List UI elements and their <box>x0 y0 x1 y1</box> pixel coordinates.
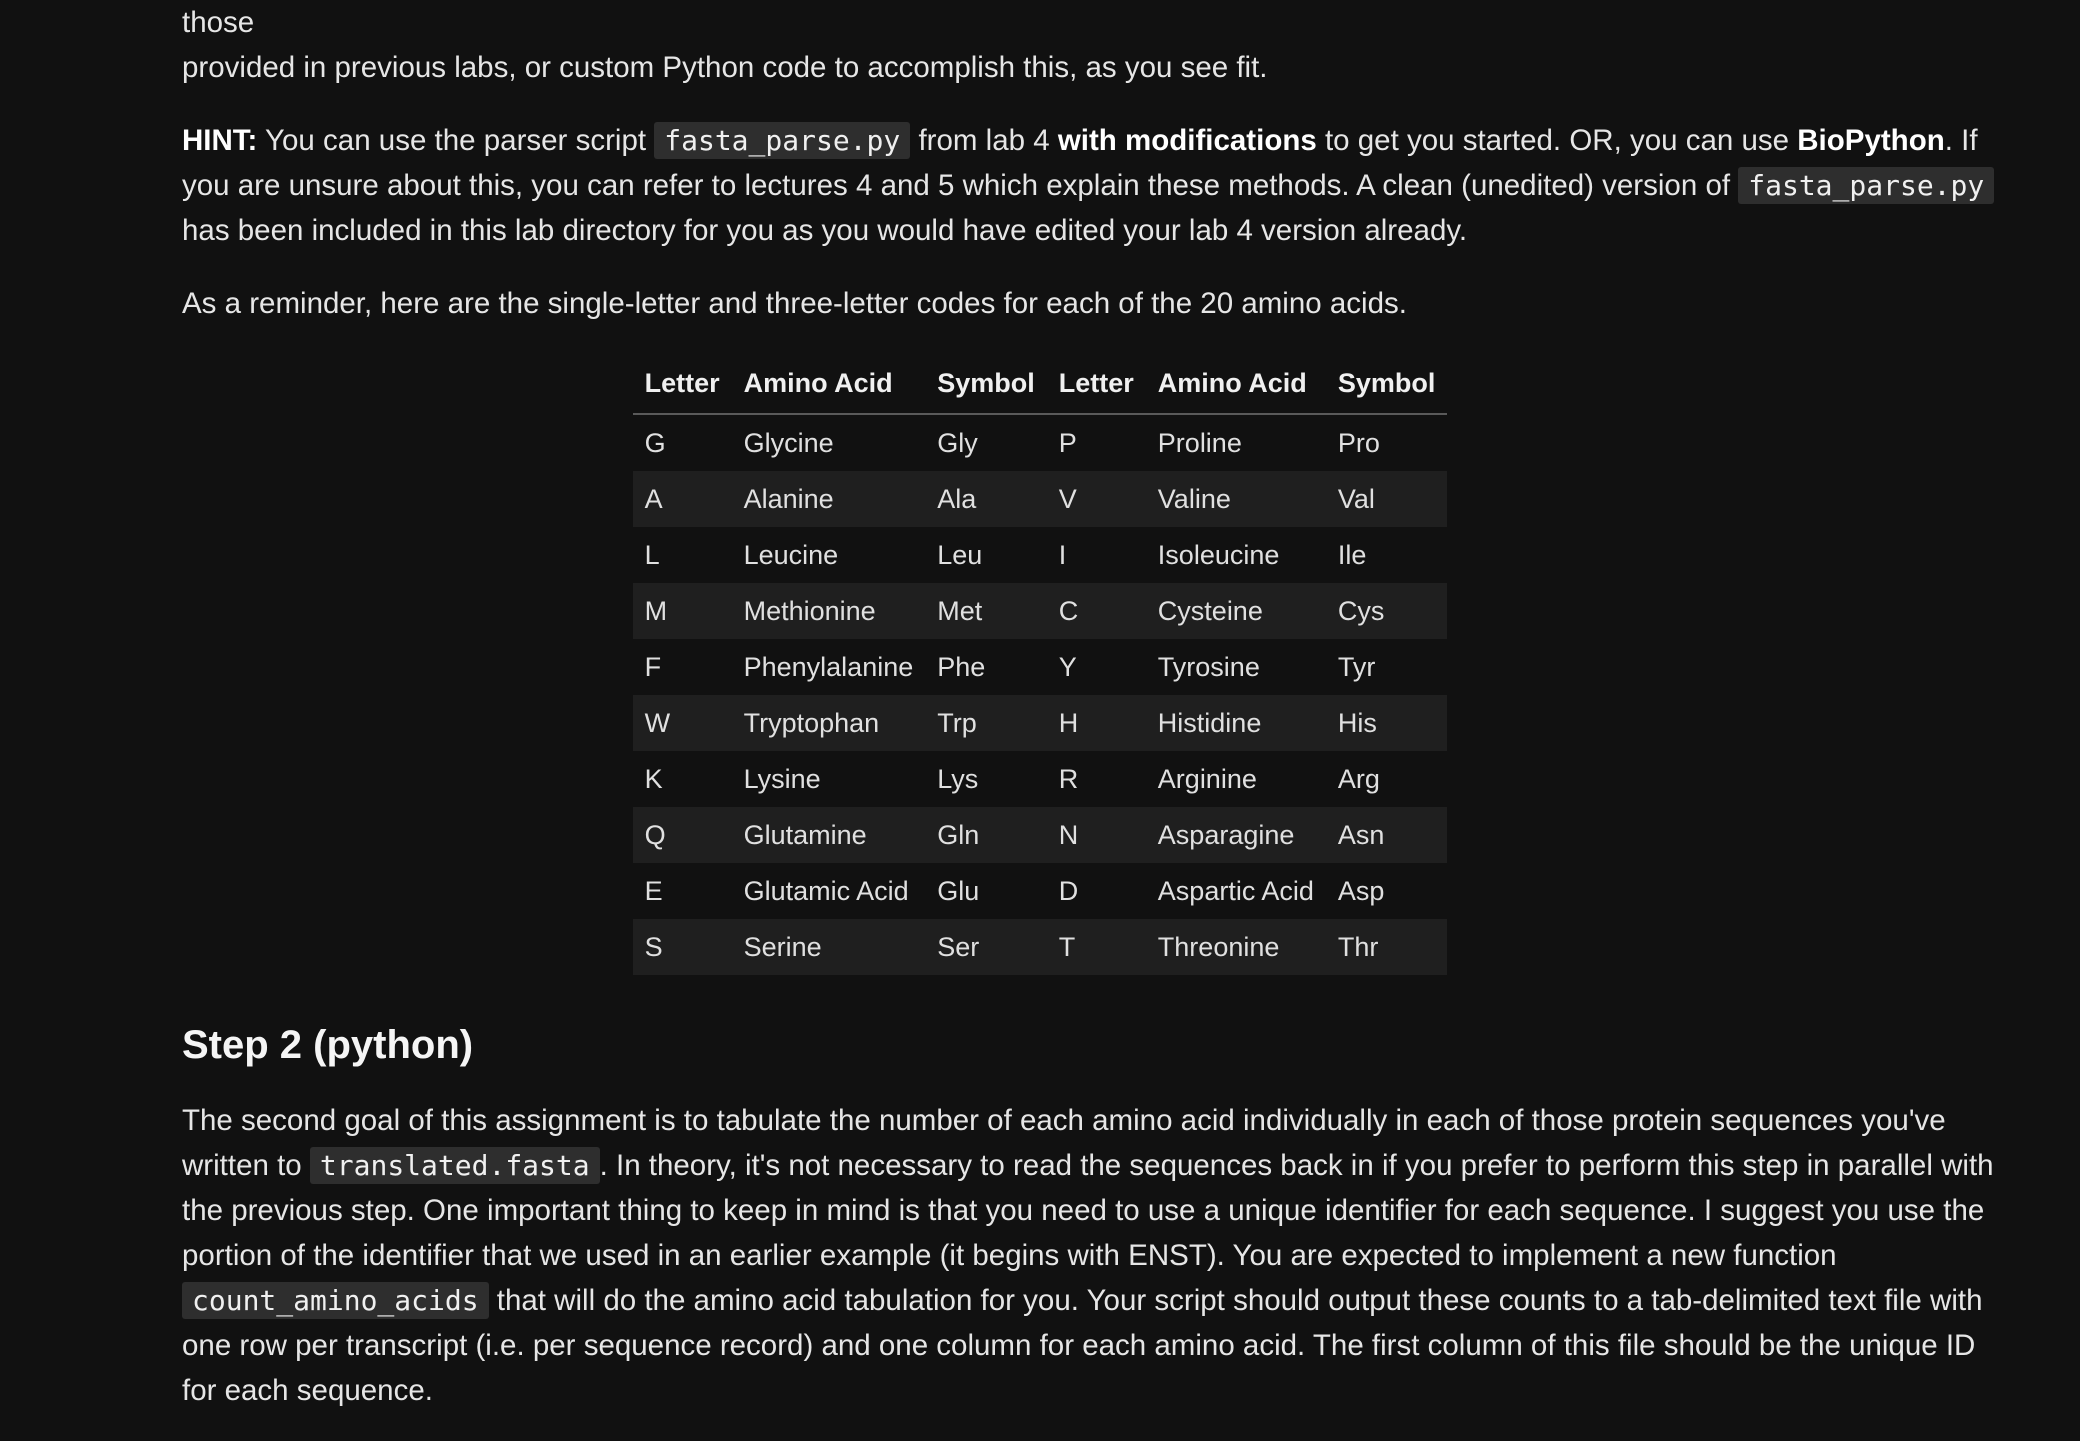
table-cell: Thr <box>1326 919 1448 975</box>
step2-text: . In theory, it's not necessary to read the sequences back in if you prefer to perform this step in parallel with the previous step. One important thing to keep in mind is that you need to use a unique identifier for each sequence. I suggest you use the portion of the identifier that we used in an earlier example (it begins with ENST). You are expected to implement a new function <box>182 1149 1994 1272</box>
table-cell: V <box>1047 471 1146 527</box>
table-cell: Tryptophan <box>732 695 926 751</box>
table-cell: Valine <box>1146 471 1326 527</box>
hint-text: has been included in this lab directory for you as you would have edited your lab 4 version already. <box>182 214 1468 247</box>
bold-with-modifications: with modifications <box>1057 124 1317 157</box>
table-cell: F <box>633 639 732 695</box>
table-cell: Ile <box>1326 527 1448 583</box>
step2-text: that will do the amino acid tabulation for you. Your script should output these counts to a tab-delimited text file with one row per transcript (i.e. per sequence record) and one column for each amino acid. The first column of this file should be the unique ID for each sequence. <box>182 1284 1983 1407</box>
table-cell: Cys <box>1326 583 1448 639</box>
table-cell: Asparagine <box>1146 807 1326 863</box>
table-cell: Cysteine <box>1146 583 1326 639</box>
table-row <box>633 695 1448 751</box>
table-cell: Histidine <box>1146 695 1326 751</box>
table-cell: His <box>1326 695 1448 751</box>
table-cell: M <box>633 583 732 639</box>
hint-text: . If you are unsure about this, you can refer to lectures 4 and 5 which explain these methods. A clean (unedited) version of <box>182 124 1978 202</box>
table-cell: K <box>633 751 732 807</box>
intro-line-2: provided in previous labs, or custom Python code to accomplish this, as you see fit. <box>182 51 1268 84</box>
table-cell: Pro <box>1326 414 1448 471</box>
table-cell: Ala <box>925 471 1047 527</box>
table-cell: Glycine <box>732 414 926 471</box>
table-cell: Isoleucine <box>1146 527 1326 583</box>
table-cell: Methionine <box>732 583 926 639</box>
inline-code-fasta-parse: fasta_parse.py <box>1738 167 1994 204</box>
table-cell: Leu <box>925 527 1047 583</box>
table-row <box>633 919 1448 975</box>
table-wrapper <box>0 354 2080 975</box>
table-cell: P <box>1047 414 1146 471</box>
table-cell: D <box>1047 863 1146 919</box>
table-row <box>633 751 1448 807</box>
hint-text: You can use the parser script <box>257 124 655 157</box>
table-cell: L <box>633 527 732 583</box>
table-cell: Glutamic Acid <box>732 863 926 919</box>
bold-biopython: BioPython <box>1797 124 1945 157</box>
table-cell: Asp <box>1326 863 1448 919</box>
hint-label: HINT: <box>182 124 258 157</box>
table-cell: Lys <box>925 751 1047 807</box>
table-cell: Tyr <box>1326 639 1448 695</box>
table-cell: Phe <box>925 639 1047 695</box>
intro-line-1: those <box>182 6 255 39</box>
table-cell: W <box>633 695 732 751</box>
table-cell: Asn <box>1326 807 1448 863</box>
table-cell: T <box>1047 919 1146 975</box>
table-cell: E <box>633 863 732 919</box>
table-row <box>633 527 1448 583</box>
inline-code-fasta-parse: fasta_parse.py <box>654 122 910 159</box>
table-row <box>633 414 1448 471</box>
column-header: Symbol <box>1326 354 1448 414</box>
table-cell: H <box>1047 695 1146 751</box>
table-row <box>633 471 1448 527</box>
table-cell: Glutamine <box>732 807 926 863</box>
table-cell: Phenylalanine <box>732 639 926 695</box>
table-cell: Leucine <box>732 527 926 583</box>
table-cell: Serine <box>732 919 926 975</box>
table-cell: I <box>1047 527 1146 583</box>
table-cell: Arginine <box>1146 751 1326 807</box>
step2-heading: Step 2 (python) <box>182 1023 474 1067</box>
hint-paragraph <box>182 118 2002 253</box>
table-row <box>633 639 1448 695</box>
table-cell: Met <box>925 583 1047 639</box>
inline-code-count-amino-acids: count_amino_acids <box>182 1282 489 1319</box>
table-row <box>633 807 1448 863</box>
table-cell: A <box>633 471 732 527</box>
inline-code-translated-fasta: translated.fasta <box>310 1147 600 1184</box>
hint-text: from lab 4 <box>910 124 1058 157</box>
hint-text: to get you started. OR, you can use <box>1316 124 1798 157</box>
table-cell: Arg <box>1326 751 1448 807</box>
column-header: Letter <box>1047 354 1146 414</box>
table-cell: R <box>1047 751 1146 807</box>
table-cell: Lysine <box>732 751 926 807</box>
column-header: Letter <box>633 354 732 414</box>
document-body <box>182 0 2002 1441</box>
table-cell: Gln <box>925 807 1047 863</box>
column-header: Amino Acid <box>732 354 926 414</box>
step2-paragraph <box>182 1098 2002 1413</box>
table-cell: N <box>1047 807 1146 863</box>
table-row <box>633 583 1448 639</box>
step2-text: The second goal of this assignment is to tabulate the number of each amino acid individually in each of those protein sequences you've written to <box>182 1104 1946 1182</box>
table-cell: Trp <box>925 695 1047 751</box>
reminder-paragraph: As a reminder, here are the single-letter and three-letter codes for each of the 20 amino acids. <box>182 287 1407 320</box>
table-cell: Proline <box>1146 414 1326 471</box>
intro-paragraph <box>182 0 2002 90</box>
table-cell: G <box>633 414 732 471</box>
table-cell: Y <box>1047 639 1146 695</box>
table-cell: Q <box>633 807 732 863</box>
table-cell: Glu <box>925 863 1047 919</box>
table-cell: Threonine <box>1146 919 1326 975</box>
table-cell: C <box>1047 583 1146 639</box>
table-cell: Ser <box>925 919 1047 975</box>
table-cell: Alanine <box>732 471 926 527</box>
table-cell: Gly <box>925 414 1047 471</box>
column-header: Amino Acid <box>1146 354 1326 414</box>
table-cell: Val <box>1326 471 1448 527</box>
table-cell: Aspartic Acid <box>1146 863 1326 919</box>
table-cell: S <box>633 919 732 975</box>
column-header: Symbol <box>925 354 1047 414</box>
table-row <box>633 863 1448 919</box>
table-header-row <box>633 354 1448 414</box>
amino-acid-table <box>633 354 1448 975</box>
table-cell: Tyrosine <box>1146 639 1326 695</box>
